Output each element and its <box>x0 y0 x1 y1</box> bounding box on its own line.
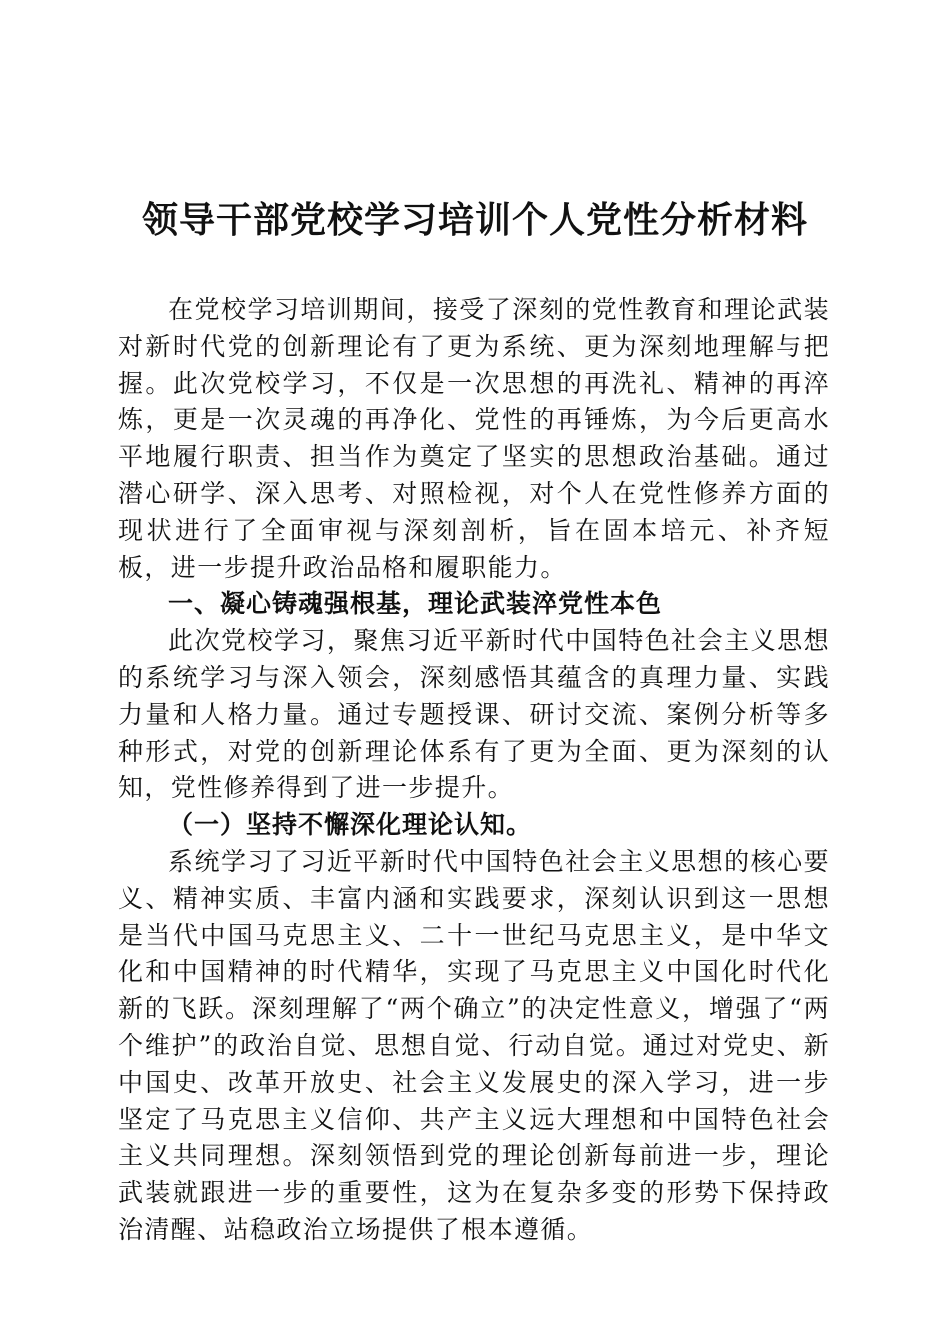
document-title: 领导干部党校学习培训个人党性分析材料 <box>141 199 808 241</box>
document-body <box>118 292 830 1249</box>
intro-paragraph: 在党校学习培训期间，接受了深刻的党性教育和理论武装对新时代党的创新理论有了更为系统、更为深刻地理解与把握。此次党校学习，不仅是一次思想的再洗礼、精神的再淬炼，更是一次灵魂的再净化、党性的再锤炼，为今后更高水平地履行职责、担当作为奠定了坚实的思想政治基础。通过潜心研学、深入思考、对照检视，对个人在党性修养方面的现状进行了全面审视与深刻剖析，旨在固本培元、补齐短板，进一步提升政治品格和履职能力。 <box>118 295 830 582</box>
section-heading-1: 一、凝心铸魂强根基，理论武装淬党性本色 <box>168 589 663 619</box>
subsection-heading-1: （一）坚持不懈深化理论认知。 <box>168 810 533 840</box>
section-1-paragraph: 此次党校学习，聚焦习近平新时代中国特色社会主义思想的系统学习与深入领会，深刻感悟其蕴含的真理力量、实践力量和人格力量。通过专题授课、研讨交流、案例分析等多种形式，对党的创新理论体系有了更为全面、更为深刻的认知，党性修养得到了进一步提升。 <box>118 626 830 803</box>
subsection-1-paragraph: 系统学习了习近平新时代中国特色社会主义思想的核心要义、精神实质、丰富内涵和实践要求，深刻认识到这一思想是当代中国马克思主义、二十一世纪马克思主义，是中华文化和中国精神的时代精华，实现了马克思主义中国化时代化新的飞跃。深刻理解了“两个确立”的决定性意义，增强了“两个维护”的政治自觉、思想自觉、行动自觉。通过对党史、新中国史、改革开放史、社会主义发展史的深入学习，进一步坚定了马克思主义信仰、共产主义远大理想和中国特色社会主义共同理想。深刻领悟到党的理论创新每前进一步，理论武装就跟进一步的重要性，这为在复杂多变的形势下保持政治清醒、站稳政治立场提供了根本遵循。 <box>118 846 830 1244</box>
